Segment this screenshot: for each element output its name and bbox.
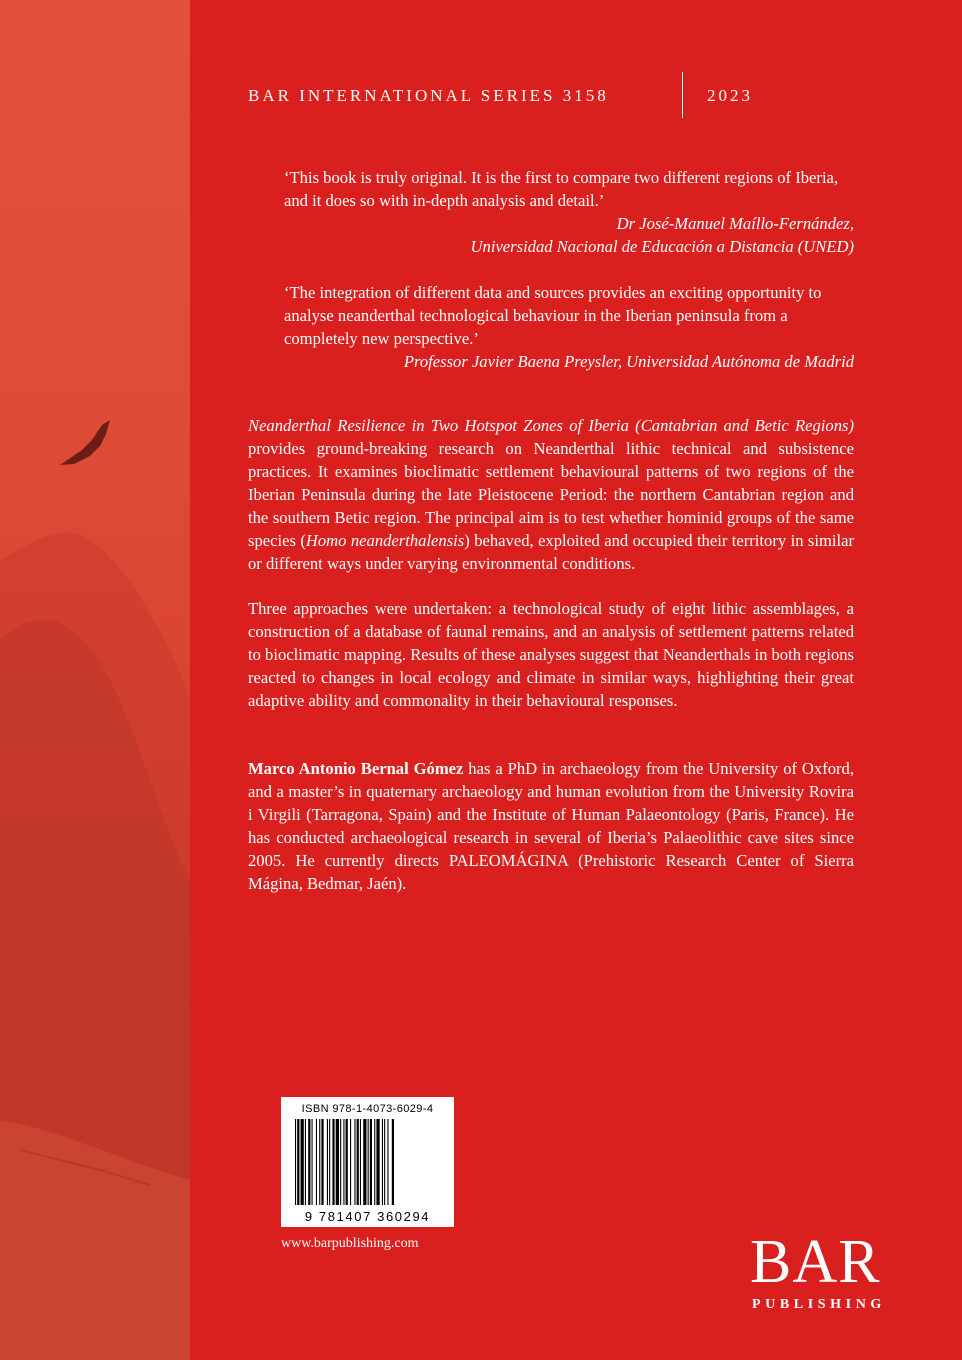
series-label: BAR INTERNATIONAL SERIES 3158	[248, 86, 609, 105]
book-title: Neanderthal Resilience in Two Hotspot Zones of Iberia (Cantabrian and Betic Regions)	[248, 416, 854, 435]
barcode-bar	[384, 1119, 385, 1205]
book-description: Neanderthal Resilience in Two Hotspot Zones of Iberia (Cantabrian and Betic Regions) provides ground-breaking research on Neanderthal lithic technical and subsistence practices. It examines bioclimatic settlement behavioural patterns of two regions of the Iberian Peninsula during the late Pleistocene Period: the northern Cantabrian region and the southern Betic region. The principal aim is to test whether hominid groups of the same species (Homo neanderthalensis) behaved, exploited and occupied their territory in similar or different ways under varying environmental conditions.	[248, 416, 855, 573]
barcode-bar	[321, 1119, 323, 1205]
barcode-bar	[327, 1119, 328, 1205]
barcode-bars	[281, 1097, 454, 1227]
barcode-bar	[374, 1119, 375, 1205]
quote-text: ‘The integration of different data and sources provides an exciting opportunity to analyse neanderthal technological behaviour in the Iberian peninsula from a completely new perspective.’	[284, 283, 822, 348]
quote-author: Dr José-Manuel Maíllo-Fernández,	[616, 214, 854, 233]
quote-block-2	[284, 281, 854, 373]
barcode-bar	[329, 1119, 330, 1205]
barcode-bar	[336, 1119, 339, 1205]
isbn-label: ISBN 978-1-4073-6029-4	[301, 1103, 434, 1115]
barcode-bar	[357, 1119, 359, 1205]
website-link[interactable]: www.barpublishing.com	[281, 1236, 419, 1251]
quote-author: Professor Javier Baena Preysler, Universidad Autónoma de Madrid	[403, 352, 854, 371]
barcode-bar	[305, 1119, 306, 1205]
barcode-bar	[316, 1119, 317, 1205]
barcode-bar	[308, 1119, 310, 1205]
barcode-bar	[297, 1119, 299, 1205]
barcode-bar	[319, 1119, 320, 1205]
barcode-bar	[332, 1119, 334, 1205]
species-name: Homo neanderthalensis	[305, 531, 465, 550]
publisher-logo: BAR	[750, 1228, 881, 1296]
publisher-subtitle: PUBLISHING	[752, 1297, 886, 1312]
isbn-digits: 9 781407 360294	[304, 1209, 431, 1224]
author-name: Marco Antonio Bernal Gómez	[248, 759, 464, 778]
barcode-bar	[382, 1119, 383, 1205]
vulture-icon	[60, 420, 110, 465]
barcode-bar	[363, 1119, 366, 1205]
quote-block-1	[284, 166, 854, 258]
cover-photo-panel	[0, 0, 190, 1360]
barcode-bar	[392, 1119, 394, 1205]
series-divider	[682, 72, 683, 118]
author-bio: Marco Antonio Bernal Gómez has a PhD in archaeology from the University of Oxford, and a master’s in quaternary archaeology and human evolution from the University Rovira i Virgili (Tarragona, Spain) and the Institute of Human Palaeontology (Paris, France). He has conducted archaeological research in several of Iberia’s Palaeolithic cave sites since 2005. He currently directs PALEOMÁGINA (Prehistoric Research Center of Sierra Mágina, Bedmar, Jaén).	[248, 759, 855, 893]
barcode-bar	[295, 1119, 296, 1205]
barcode-bar	[346, 1119, 348, 1205]
barcode-bar	[387, 1119, 388, 1205]
approaches-paragraph: Three approaches were undertaken: a technological study of eight lithic assemblages, a construction of a database of faunal remains, and an analysis of settlement patterns related to bioclimatic mapping. Results of these analyses suggest that Neanderthals in both regions reacted to changes in local ecology and climate in similar ways, highlighting their great adaptive ability and commonality in their behavioural responses.	[248, 599, 855, 710]
barcode-bar	[368, 1119, 369, 1205]
quote-affiliation: Universidad Nacional de Educación a Distancia (UNED)	[470, 237, 854, 256]
barcode-bar	[376, 1119, 379, 1205]
barcode-bar	[301, 1119, 304, 1205]
landscape-illustration	[0, 0, 190, 1360]
isbn-barcode	[281, 1097, 454, 1227]
barcode-bar	[354, 1119, 355, 1205]
barcode-bar	[360, 1119, 361, 1205]
barcode-bar	[350, 1119, 351, 1205]
quote-text: ‘This book is truly original. It is the first to compare two different regions of Iberia, and it does so with in-depth analysis and detail.’	[284, 168, 839, 210]
barcode-bar	[370, 1119, 372, 1205]
barcode-bar	[312, 1119, 313, 1205]
barcode-bar	[340, 1119, 341, 1205]
series-year: 2023	[707, 86, 753, 105]
barcode-bar	[343, 1119, 344, 1205]
